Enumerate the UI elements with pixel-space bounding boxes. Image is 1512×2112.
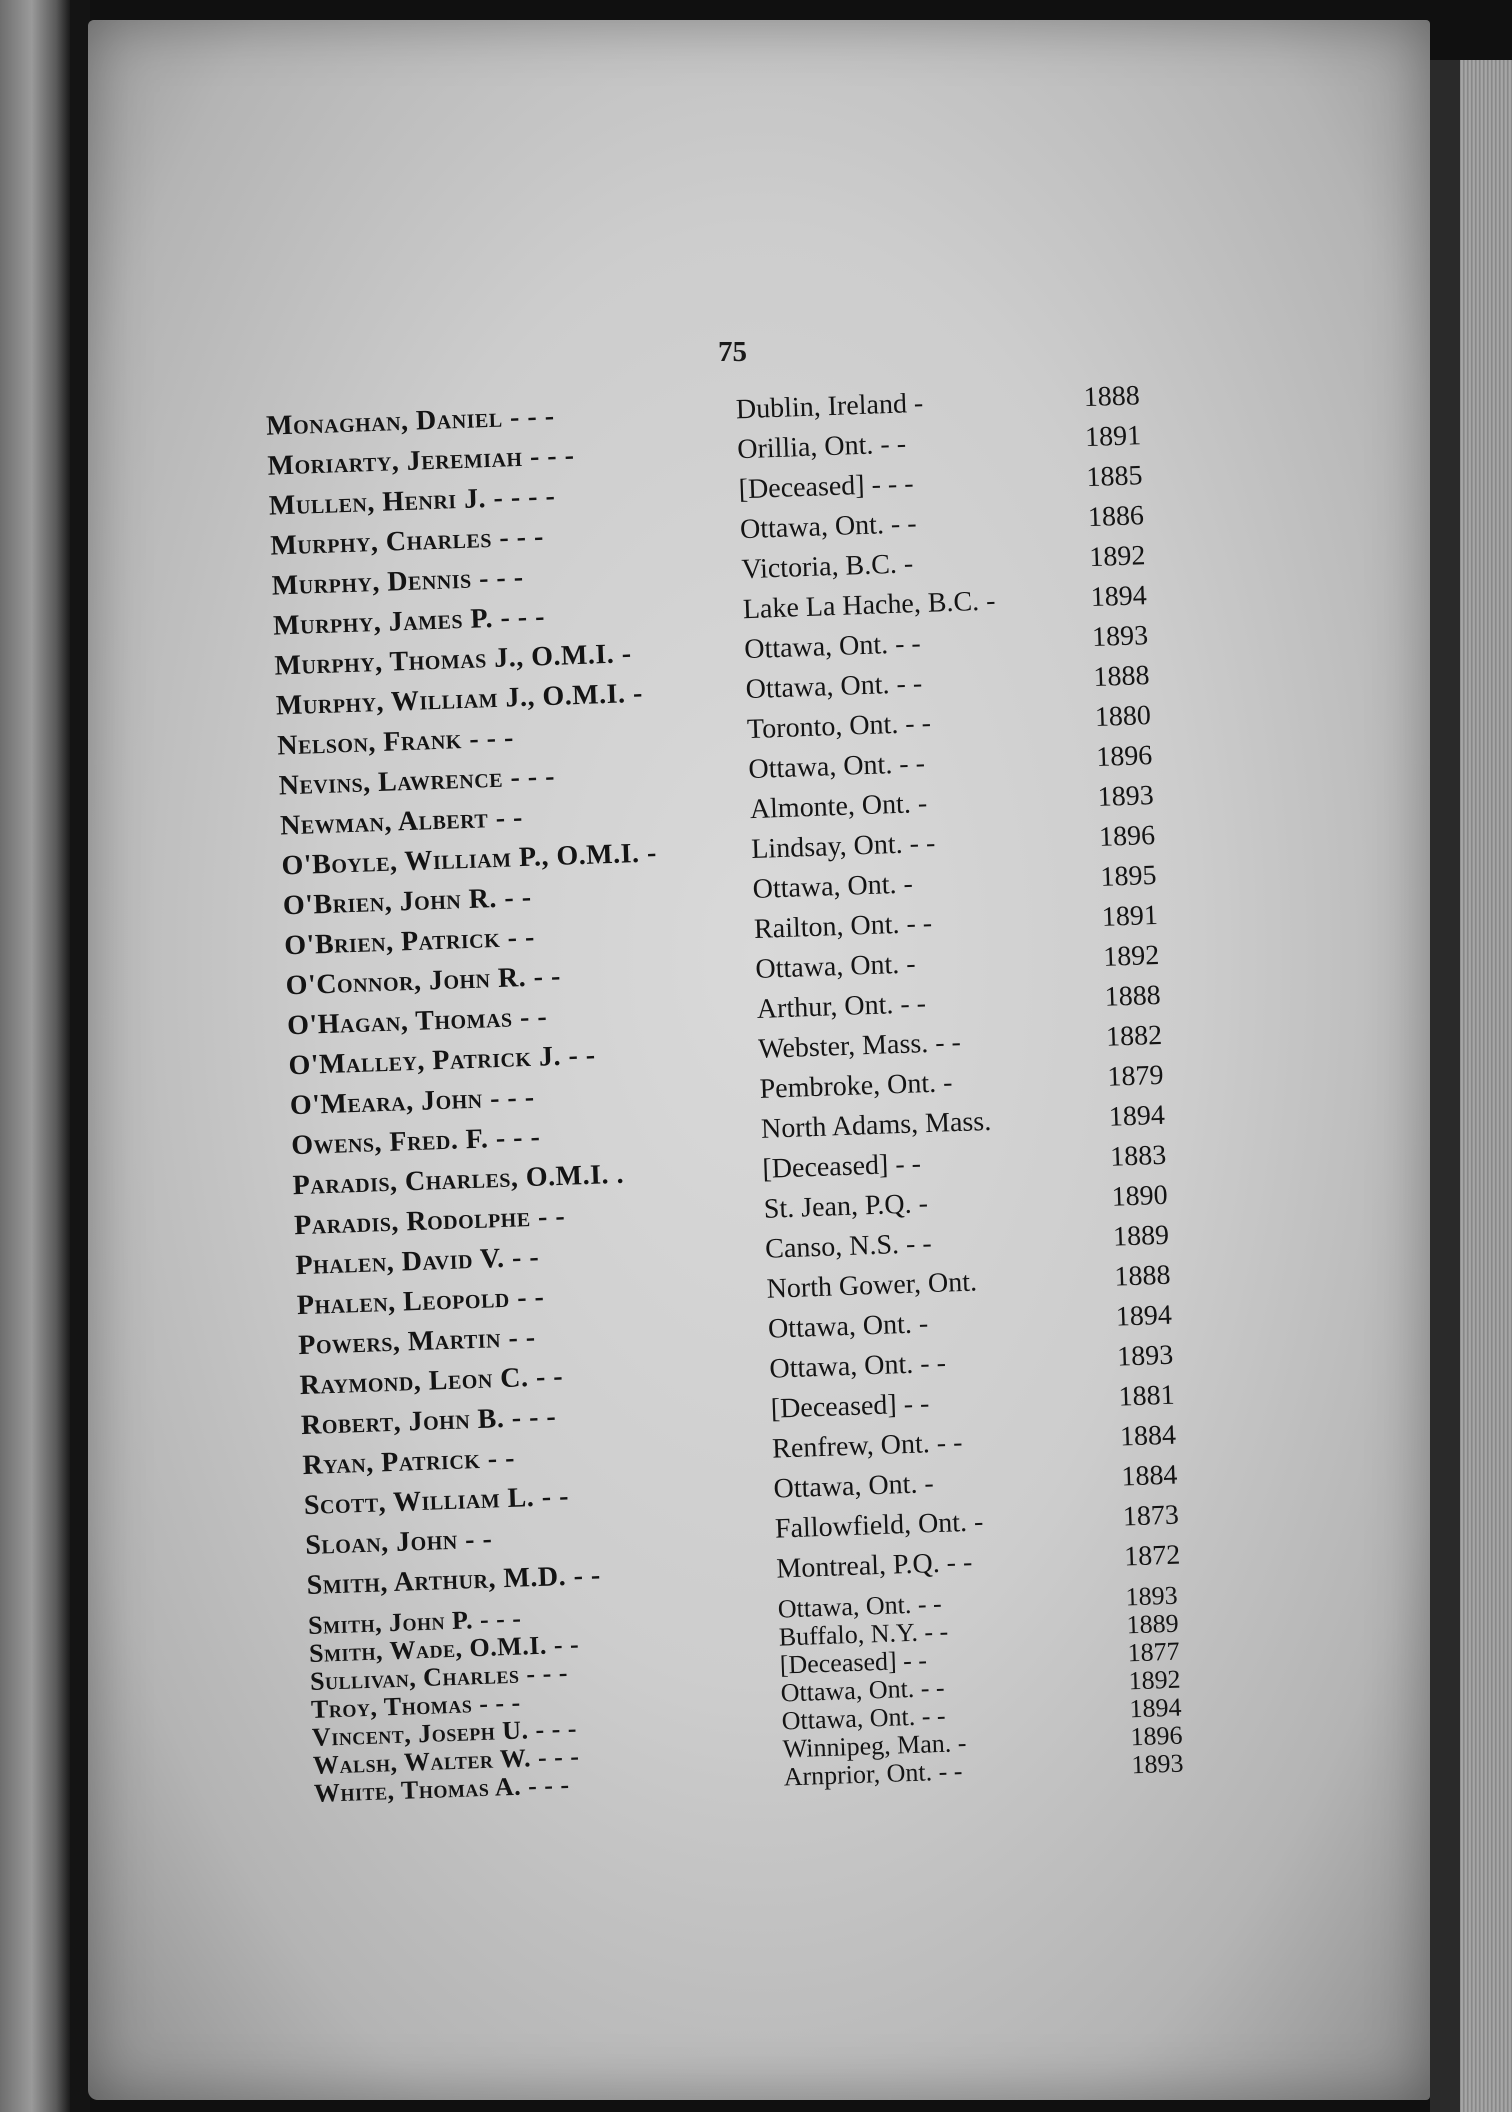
entry-year: 1879 [1106, 1059, 1164, 1093]
entry-place: Ottawa, Ont. - - [745, 668, 923, 706]
entry-place: Arnprior, Ont. - - [783, 1756, 963, 1792]
entry-place: [Deceased] - - - [738, 468, 915, 506]
entry-name: Walsh, Walter W. - - - [312, 1741, 580, 1780]
entry-name: White, Thomas A. - - - [313, 1769, 571, 1808]
entry-place: Buffalo, N.Y. - - [778, 1616, 949, 1652]
entry-place: Fallowfield, Ont. - [774, 1506, 984, 1545]
entry-year: 1892 [1088, 540, 1146, 574]
entry-year: 1894 [1129, 1692, 1182, 1724]
entry-place: [Deceased] - - [779, 1645, 928, 1680]
entry-place: Ottawa, Ont. - - [780, 1672, 946, 1708]
entry-year: 1888 [1104, 979, 1162, 1013]
entry-name: O'Connor, John R. - - [285, 960, 562, 1002]
entry-place: Lindsay, Ont. - - [750, 827, 936, 866]
entry-name: O'Hagan, Thomas - - [286, 1001, 548, 1042]
entry-name: Paradis, Charles, O.M.I. . [292, 1158, 625, 1202]
entry-place: Ottawa, Ont. - - [739, 508, 918, 546]
entry-name: O'Meara, John - - - [289, 1081, 536, 1122]
entry-place: Victoria, B.C. - [740, 548, 914, 586]
entry-year: 1884 [1120, 1459, 1178, 1493]
entry-name: Raymond, Leon C. - - [299, 1360, 564, 1402]
entry-year: 1872 [1123, 1539, 1181, 1573]
entry-year: 1873 [1122, 1499, 1180, 1533]
entry-place: Pembroke, Ont. - [759, 1067, 953, 1105]
entry-name: Powers, Martin - - [297, 1321, 537, 1362]
entry-name: O'Brien, Patrick - - [283, 921, 536, 962]
entry-place: Ottawa, Ont. - - [781, 1700, 947, 1736]
entry-year: 1885 [1085, 460, 1144, 494]
entry-year: 1894 [1115, 1299, 1173, 1333]
entry-year: 1896 [1129, 1720, 1183, 1752]
entry-place: Almonte, Ont. - [749, 787, 928, 826]
entry-year: 1892 [1128, 1664, 1182, 1696]
entry-year: 1896 [1098, 819, 1156, 853]
entry-name: Moriarty, Jeremiah - - - [267, 440, 575, 482]
entry-name: Sloan, John - - [304, 1523, 493, 1562]
entry-year: 1884 [1119, 1419, 1177, 1453]
entry-name: Robert, John B. - - - [300, 1401, 557, 1442]
entry-name: Scott, William L. - - [303, 1480, 570, 1522]
entry-place: Ottawa, Ont. - [754, 948, 917, 985]
entry-year: 1882 [1105, 1019, 1163, 1053]
entry-year: 1886 [1087, 500, 1145, 534]
entry-place: Arthur, Ont. - - [756, 988, 927, 1025]
entry-name: Phalen, David V. - - [294, 1241, 540, 1282]
entry-year: 1883 [1109, 1139, 1167, 1173]
page-number: 75 [718, 336, 747, 368]
entry-name: Smith, Arthur, M.D. - - [306, 1559, 602, 1602]
entry-year: 1888 [1083, 380, 1141, 414]
entry-name: Nevins, Lawrence - - - [278, 760, 556, 802]
entry-place: Dublin, Ireland - [735, 387, 924, 426]
entry-name: O'Brien, John R. - - [282, 881, 533, 922]
entry-year: 1894 [1090, 580, 1148, 614]
entry-year: 1893 [1125, 1580, 1179, 1612]
entry-name: Murphy, James P. - - - [272, 601, 546, 642]
entry-name: Vincent, Joseph U. - - - [311, 1713, 578, 1752]
entry-place: Montreal, P.Q. - - [775, 1546, 973, 1585]
entry-place: Railton, Ont. - - [753, 907, 933, 945]
entry-name: O'Malley, Patrick J. - - [288, 1039, 597, 1082]
entry-place: Ottawa, Ont. - [752, 868, 914, 906]
entry-name: Troy, Thomas - - - [310, 1687, 522, 1724]
entry-year: 1892 [1102, 939, 1160, 973]
entry-place: Canso, N.S. - - [764, 1228, 933, 1265]
entry-place: Toronto, Ont. - - [746, 707, 932, 746]
entry-name: Sullivan, Charles - - - [309, 1657, 569, 1696]
entry-year: 1891 [1101, 899, 1159, 933]
entry-year: 1891 [1084, 420, 1142, 454]
entry-place: North Gower, Ont. [766, 1266, 978, 1305]
entry-year: 1880 [1094, 700, 1152, 733]
entry-year: 1894 [1108, 1099, 1166, 1133]
entry-name: Murphy, Thomas J., O.M.I. - [274, 638, 633, 682]
entry-year: 1893 [1130, 1748, 1184, 1780]
entry-year: 1888 [1113, 1259, 1171, 1293]
entry-place: North Adams, Mass. [760, 1105, 992, 1145]
entry-name: Nelson, Frank - - - [276, 722, 515, 762]
entry-name: O'Boyle, William P., O.M.I. - [281, 837, 658, 882]
entry-place: Ottawa, Ont. - - [777, 1588, 943, 1624]
entry-place: [Deceased] - - [761, 1148, 922, 1185]
entry-name: Owens, Fred. F. - - - [290, 1121, 541, 1162]
entry-year: 1893 [1097, 779, 1155, 813]
entry-place: St. Jean, P.Q. - [763, 1188, 929, 1225]
entry-place: Renfrew, Ont. - - [771, 1427, 963, 1465]
entry-year: 1893 [1116, 1339, 1174, 1373]
entry-year: 1893 [1091, 620, 1149, 654]
entry-name: Smith, Wade, O.M.I. - - [308, 1629, 580, 1668]
entry-name: Phalen, Leopold - - [296, 1281, 545, 1322]
entry-year: 1895 [1099, 859, 1157, 893]
entry-place: Webster, Mass. - - [757, 1026, 962, 1065]
entry-place: Ottawa, Ont. - - [747, 747, 926, 786]
entry-place: Ottawa, Ont. - - [768, 1347, 947, 1385]
entry-year: 1877 [1127, 1636, 1181, 1668]
entry-name: Mullen, Henri J. - - - - [268, 480, 556, 522]
entry-year: 1881 [1118, 1379, 1176, 1413]
entry-place: Orillia, Ont. - - [736, 428, 907, 466]
entry-place: [Deceased] - - [770, 1388, 930, 1425]
entry-year: 1890 [1111, 1179, 1169, 1213]
entry-place: Ottawa, Ont. - [767, 1308, 929, 1345]
entry-place: Ottawa, Ont. - - [743, 628, 922, 666]
entry-name: Smith, John P. - - - [307, 1603, 522, 1640]
entry-name: Newman, Albert - - [279, 802, 524, 842]
entry-year: 1888 [1092, 660, 1151, 694]
entry-name: Murphy, William J., O.M.I. - [275, 677, 644, 722]
entry-year: 1889 [1112, 1219, 1170, 1253]
entry-name: Murphy, Charles - - - [269, 521, 545, 562]
entry-name: Murphy, Dennis - - - [271, 561, 525, 602]
entry-place: Ottawa, Ont. - [773, 1468, 935, 1505]
entry-name: Ryan, Patrick - - [301, 1442, 516, 1482]
entry-name: Monaghan, Daniel - - - [265, 400, 556, 442]
entry-place: Lake La Hache, B.C. - [742, 585, 996, 626]
entry-place: Winnipeg, Man. - [782, 1728, 967, 1764]
entry-year: 1896 [1095, 740, 1153, 773]
entry-name: Paradis, Rodolphe - - [293, 1200, 566, 1242]
entry-year: 1889 [1126, 1608, 1180, 1640]
